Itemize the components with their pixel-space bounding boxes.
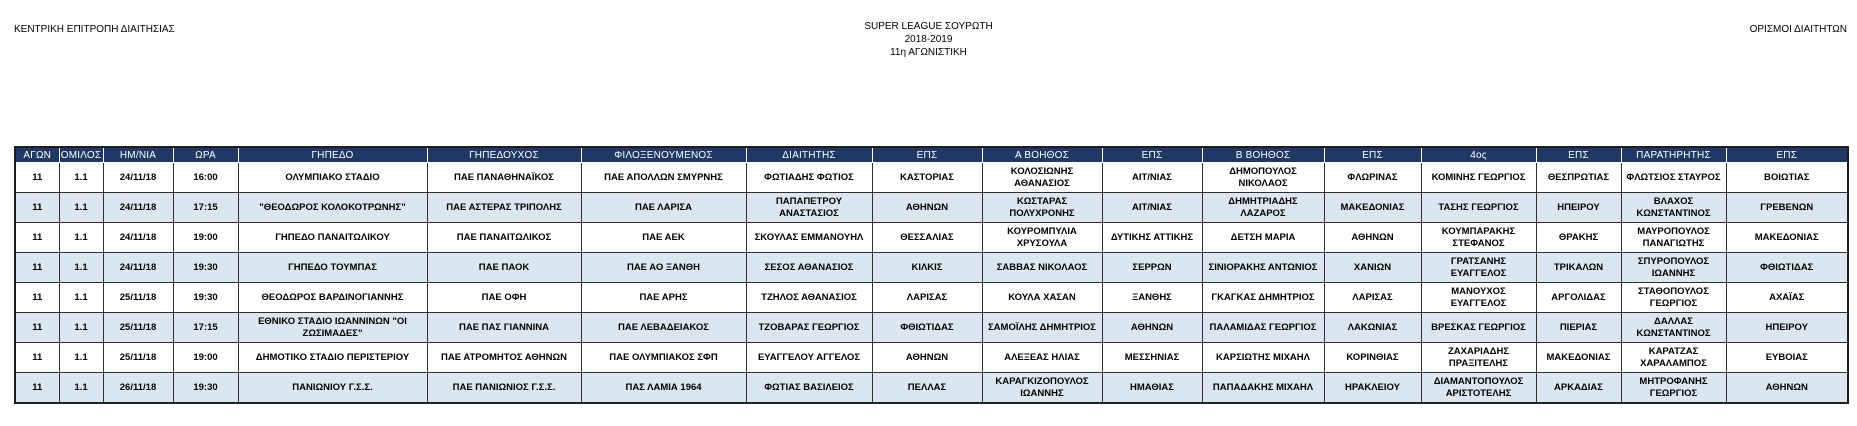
table-cell: 19:30 — [173, 253, 238, 283]
committee-name: ΚΕΝΤΡΙΚΗ ΕΠΙΤΡΟΠΗ ΔΙΑΙΤΗΣΙΑΣ — [14, 24, 175, 35]
table-cell: ΠΙΕΡΙΑΣ — [1536, 313, 1621, 343]
table-cell: ΚΑΣΤΟΡΙΑΣ — [872, 163, 982, 193]
column-header: ΟΜΙΛΟΣ — [59, 147, 103, 163]
table-cell: 1.1 — [59, 193, 103, 223]
table-row — [15, 253, 1848, 283]
table-cell: ΑΘΗΝΩΝ — [1726, 373, 1848, 404]
table-cell: ΠΑΠΑΔΑΚΗΣ ΜΙΧΑΗΛ — [1202, 373, 1324, 404]
table-cell: ΗΠΕΙΡΟΥ — [1536, 193, 1621, 223]
table-cell: 24/11/18 — [103, 193, 173, 223]
column-header: ΕΠΣ — [1324, 147, 1421, 163]
table-cell: ΚΟΛΟΣΙΩΝΗΣ ΑΘΑΝΑΣΙΟΣ — [982, 163, 1102, 193]
table-cell: ΗΡΑΚΛΕΙΟΥ — [1324, 373, 1421, 404]
table-cell: ΗΜΑΘΙΑΣ — [1102, 373, 1202, 404]
table-cell: ΚΑΡΣΙΩΤΗΣ ΜΙΧΑΗΛ — [1202, 343, 1324, 373]
table-cell: ΓΡΕΒΕΝΩΝ — [1726, 193, 1848, 223]
table-cell: ΣΕΡΡΩΝ — [1102, 253, 1202, 283]
table-cell: ΓΗΠΕΔΟ ΠΑΝΑΙΤΩΛΙΚΟΥ — [238, 223, 427, 253]
table-cell: ΣΑΜΟΪΛΗΣ ΔΗΜΗΤΡΙΟΣ — [982, 313, 1102, 343]
table-cell: ΦΛΩΡΙΝΑΣ — [1324, 163, 1421, 193]
table-cell: ΦΩΤΙΑΣ ΒΑΣΙΛΕΙΟΣ — [746, 373, 872, 404]
table-cell: ΘΕΣΣΑΛΙΑΣ — [872, 223, 982, 253]
table-cell: ΕΥΑΓΓΕΛΟΥ ΑΓΓΕΛΟΣ — [746, 343, 872, 373]
column-header: ΕΠΣ — [1726, 147, 1848, 163]
table-cell: ΠΑΕ ΑΟ ΞΑΝΘΗ — [581, 253, 746, 283]
league-title-block — [0, 20, 1857, 59]
table-cell: ΠΑΣ ΛΑΜΙΑ 1964 — [581, 373, 746, 404]
table-cell: ΜΑΥΡΟΠΟΥΛΟΣ ΠΑΝΑΓΙΩΤΗΣ — [1621, 223, 1726, 253]
table-cell: ΤΡΙΚΑΛΩΝ — [1536, 253, 1621, 283]
table-cell: 1.1 — [59, 253, 103, 283]
table-cell: ΣΤΑΘΟΠΟΥΛΟΣ ΓΕΩΡΓΙΟΣ — [1621, 283, 1726, 313]
table-cell: ΠΕΛΛΑΣ — [872, 373, 982, 404]
table-cell: ΧΑΝΙΩΝ — [1324, 253, 1421, 283]
table-cell: 1.1 — [59, 343, 103, 373]
table-cell: ΠΑΕ ΑΣΤΕΡΑΣ ΤΡΙΠΟΛΗΣ — [427, 193, 581, 223]
table-cell: ΤΖΗΛΟΣ ΑΘΑΝΑΣΙΟΣ — [746, 283, 872, 313]
table-cell: 11 — [15, 223, 59, 253]
matchday: 11η ΑΓΩΝΙΣΤΙΚΗ — [890, 47, 967, 58]
table-cell: ΛΑΡΙΣΑΣ — [1324, 283, 1421, 313]
table-cell: ΠΑΕ ΠΑΣ ΓΙΑΝΝΙΝΑ — [427, 313, 581, 343]
table-cell: ΛΑΡΙΣΑΣ — [872, 283, 982, 313]
table-cell: ΔΥΤΙΚΗΣ ΑΤΤΙΚΗΣ — [1102, 223, 1202, 253]
table-header-row — [15, 147, 1848, 163]
table-cell: ΑΛΕΞΕΑΣ ΗΛΙΑΣ — [982, 343, 1102, 373]
table-cell: ΔΑΛΛΑΣ ΚΩΝΣΤΑΝΤΙΝΟΣ — [1621, 313, 1726, 343]
table-cell: ΕΥΒΟΙΑΣ — [1726, 343, 1848, 373]
table-cell: ΖΑΧΑΡΙΑΔΗΣ ΠΡΑΞΙΤΕΛΗΣ — [1421, 343, 1536, 373]
table-cell: ΠΑΕ ΠΑΝΑΙΤΩΛΙΚΟΣ — [427, 223, 581, 253]
table-cell: ΞΑΝΘΗΣ — [1102, 283, 1202, 313]
table-cell: 11 — [15, 283, 59, 313]
table-cell: ΚΟΥΜΠΑΡΑΚΗΣ ΣΤΕΦΑΝΟΣ — [1421, 223, 1536, 253]
table-cell: ΠΑΕ ΑΤΡΟΜΗΤΟΣ ΑΘΗΝΩΝ — [427, 343, 581, 373]
table-cell: 11 — [15, 373, 59, 404]
table-cell: ΠΑΕ ΛΕΒΑΔΕΙΑΚΟΣ — [581, 313, 746, 343]
table-cell: ΜΗΤΡΟΦΑΝΗΣ ΓΕΩΡΓΙΟΣ — [1621, 373, 1726, 404]
table-cell: 1.1 — [59, 163, 103, 193]
table-cell: ΗΠΕΙΡΟΥ — [1726, 313, 1848, 343]
table-cell: ΑΡΚΑΔΙΑΣ — [1536, 373, 1621, 404]
table-cell: ΠΑΕ ΑΡΗΣ — [581, 283, 746, 313]
table-cell: ΜΕΣΣΗΝΙΑΣ — [1102, 343, 1202, 373]
document-type: ΟΡΙΣΜΟΙ ΔΙΑΙΤΗΤΩΝ — [1749, 24, 1847, 35]
table-cell: ΠΑΕ ΛΑΡΙΣΑ — [581, 193, 746, 223]
table-cell: ΔΙΑΜΑΝΤΟΠΟΥΛΟΣ ΑΡΙΣΤΟΤΕΛΗΣ — [1421, 373, 1536, 404]
table-cell: ΦΛΩΤΣΙΟΣ ΣΤΑΥΡΟΣ — [1621, 163, 1726, 193]
table-cell: ΠΑΕ ΑΕΚ — [581, 223, 746, 253]
table-cell: ΒΟΙΩΤΙΑΣ — [1726, 163, 1848, 193]
table-cell: ΠΑΛΑΜΙΔΑΣ ΓΕΩΡΓΙΟΣ — [1202, 313, 1324, 343]
table-cell: ΑΧΑΪΑΣ — [1726, 283, 1848, 313]
table-cell: ΑΘΗΝΩΝ — [1324, 223, 1421, 253]
table-row — [15, 283, 1848, 313]
table-cell: 17:15 — [173, 313, 238, 343]
table-cell: ΠΑΕ ΟΛΥΜΠΙΑΚΟΣ ΣΦΠ — [581, 343, 746, 373]
table-cell: 24/11/18 — [103, 163, 173, 193]
table-cell: 24/11/18 — [103, 253, 173, 283]
column-header: ΕΠΣ — [1536, 147, 1621, 163]
column-header: ΓΗΠΕΔΟ — [238, 147, 427, 163]
column-header: ΩΡΑ — [173, 147, 238, 163]
table-cell: ΠΑΕ ΠΑΟΚ — [427, 253, 581, 283]
table-cell: ΚΑΡΑΤΖΑΣ ΧΑΡΑΛΑΜΠΟΣ — [1621, 343, 1726, 373]
table-cell: ΟΛΥΜΠΙΑΚΟ ΣΤΑΔΙΟ — [238, 163, 427, 193]
league-title: SUPER LEAGUE ΣΟΥΡΩΤΗ — [864, 21, 993, 32]
table-cell: 25/11/18 — [103, 313, 173, 343]
table-cell: 11 — [15, 343, 59, 373]
table-cell: ΔΗΜΗΤΡΙΑΔΗΣ ΛΑΖΑΡΟΣ — [1202, 193, 1324, 223]
table-cell: 11 — [15, 163, 59, 193]
table-cell: ΓΗΠΕΔΟ ΤΟΥΜΠΑΣ — [238, 253, 427, 283]
season: 2018-2019 — [904, 34, 953, 45]
table-cell: ΛΑΚΩΝΙΑΣ — [1324, 313, 1421, 343]
table-cell: ΠΑΕ ΟΦΗ — [427, 283, 581, 313]
table-cell: 11 — [15, 313, 59, 343]
table-cell: ΠΑΕ ΑΠΟΛΛΩΝ ΣΜΥΡΝΗΣ — [581, 163, 746, 193]
table-cell: 25/11/18 — [103, 343, 173, 373]
table-cell: 19:00 — [173, 223, 238, 253]
column-header: ΓΗΠΕΔΟΥΧΟΣ — [427, 147, 581, 163]
table-cell: ΣΕΣΟΣ ΑΘΑΝΑΣΙΟΣ — [746, 253, 872, 283]
table-row — [15, 163, 1848, 193]
table-cell: 26/11/18 — [103, 373, 173, 404]
table-cell: ΚΑΡΑΓΚΙΖΟΠΟΥΛΟΣ ΙΩΑΝΝΗΣ — [982, 373, 1102, 404]
table-cell: ΘΡΑΚΗΣ — [1536, 223, 1621, 253]
table-cell: ΦΘΙΩΤΙΔΑΣ — [872, 313, 982, 343]
table-cell: 25/11/18 — [103, 283, 173, 313]
table-cell: ΑΘΗΝΩΝ — [872, 193, 982, 223]
table-cell: ΜΑΝΟΥΧΟΣ ΕΥΑΓΓΕΛΟΣ — [1421, 283, 1536, 313]
table-cell: ΦΘΙΩΤΙΔΑΣ — [1726, 253, 1848, 283]
table-cell: ΣΙΝΙΟΡΑΚΗΣ ΑΝΤΩΝΙΟΣ — [1202, 253, 1324, 283]
table-cell: 1.1 — [59, 223, 103, 253]
table-row — [15, 373, 1848, 404]
table-cell: 19:30 — [173, 283, 238, 313]
table-cell: 19:30 — [173, 373, 238, 404]
table-cell: 19:00 — [173, 343, 238, 373]
table-cell: ΓΡΑΤΣΑΝΗΣ ΕΥΑΓΓΕΛΟΣ — [1421, 253, 1536, 283]
table-cell: ΚΟΜΙΝΗΣ ΓΕΩΡΓΙΟΣ — [1421, 163, 1536, 193]
table-cell: 1.1 — [59, 283, 103, 313]
table-cell: ΣΚΟΥΛΑΣ ΕΜΜΑΝΟΥΗΛ — [746, 223, 872, 253]
table-cell: ΑΙΤ/ΝΙΑΣ — [1102, 193, 1202, 223]
table-cell: ΕΘΝΙΚΟ ΣΤΑΔΙΟ ΙΩΑΝΝΙΝΩΝ "ΟΙ ΖΩΣΙΜΑΔΕΣ" — [238, 313, 427, 343]
table-cell: ΣΠΥΡΟΠΟΥΛΟΣ ΙΩΑΝΝΗΣ — [1621, 253, 1726, 283]
table-row — [15, 313, 1848, 343]
table-cell: ΜΑΚΕΔΟΝΙΑΣ — [1324, 193, 1421, 223]
table-cell: ΑΘΗΝΩΝ — [1102, 313, 1202, 343]
column-header: 4ος — [1421, 147, 1536, 163]
column-header: Β ΒΟΗΘΟΣ — [1202, 147, 1324, 163]
table-cell: ΔΗΜΟΠΟΥΛΟΣ ΝΙΚΟΛΑΟΣ — [1202, 163, 1324, 193]
table-cell: ΘΕΣΠΡΩΤΙΑΣ — [1536, 163, 1621, 193]
table-cell: 17:15 — [173, 193, 238, 223]
column-header: ΕΠΣ — [872, 147, 982, 163]
table-cell: ΑΙΤ/ΝΙΑΣ — [1102, 163, 1202, 193]
column-header: ΕΠΣ — [1102, 147, 1202, 163]
table-cell: ΒΛΑΧΟΣ ΚΩΝΣΤΑΝΤΙΝΟΣ — [1621, 193, 1726, 223]
table-cell: ΚΟΥΡΟΜΠΥΛΙΑ ΧΡΥΣΟΥΛΑ — [982, 223, 1102, 253]
table-cell: 16:00 — [173, 163, 238, 193]
table-cell: ΚΩΣΤΑΡΑΣ ΠΟΛΥΧΡΟΝΗΣ — [982, 193, 1102, 223]
table-cell: ΓΚΑΓΚΑΣ ΔΗΜΗΤΡΙΟΣ — [1202, 283, 1324, 313]
column-header: ΗΜ/ΝΙΑ — [103, 147, 173, 163]
table-cell: ΤΖΟΒΑΡΑΣ ΓΕΩΡΓΙΟΣ — [746, 313, 872, 343]
table-cell: ΚΙΛΚΙΣ — [872, 253, 982, 283]
table-cell: 24/11/18 — [103, 223, 173, 253]
table-cell: 1.1 — [59, 373, 103, 404]
referee-assignments-table — [14, 146, 1849, 404]
table-cell: ΦΩΤΙΑΔΗΣ ΦΩΤΙΟΣ — [746, 163, 872, 193]
table-cell: ΜΑΚΕΔΟΝΙΑΣ — [1536, 343, 1621, 373]
table-cell: ΠΑΕ ΠΑΝΑΘΗΝΑΪΚΟΣ — [427, 163, 581, 193]
table-cell: ΚΟΥΛΑ ΧΑΣΑΝ — [982, 283, 1102, 313]
table-row — [15, 343, 1848, 373]
table-cell: ΠΑΠΑΠΕΤΡΟΥ ΑΝΑΣΤΑΣΙΟΣ — [746, 193, 872, 223]
table-row — [15, 193, 1848, 223]
column-header: ΔΙΑΙΤΗΤΗΣ — [746, 147, 872, 163]
table-cell: ΒΡΕΣΚΑΣ ΓΕΩΡΓΙΟΣ — [1421, 313, 1536, 343]
table-cell: ΠΑΝΙΩΝΙΟΥ Γ.Σ.Σ. — [238, 373, 427, 404]
table-cell: 11 — [15, 253, 59, 283]
table-cell: "ΘΕΟΔΩΡΟΣ ΚΟΛΟΚΟΤΡΩΝΗΣ" — [238, 193, 427, 223]
table-row — [15, 223, 1848, 253]
table-cell: ΔΗΜΟΤΙΚΟ ΣΤΑΔΙΟ ΠΕΡΙΣΤΕΡΙΟΥ — [238, 343, 427, 373]
table-cell: ΤΑΣΗΣ ΓΕΩΡΓΙΟΣ — [1421, 193, 1536, 223]
table-cell: ΑΘΗΝΩΝ — [872, 343, 982, 373]
table-cell: ΜΑΚΕΔΟΝΙΑΣ — [1726, 223, 1848, 253]
table-cell: ΚΟΡΙΝΘΙΑΣ — [1324, 343, 1421, 373]
column-header: ΑΓΩΝ — [15, 147, 59, 163]
table-cell: 11 — [15, 193, 59, 223]
table-cell: ΣΑΒΒΑΣ ΝΙΚΟΛΑΟΣ — [982, 253, 1102, 283]
table-cell: ΘΕΟΔΩΡΟΣ ΒΑΡΔΙΝΟΓΙΑΝΝΗΣ — [238, 283, 427, 313]
table-cell: ΑΡΓΟΛΙΔΑΣ — [1536, 283, 1621, 313]
table-cell: ΔΕΤΣΗ ΜΑΡΙΑ — [1202, 223, 1324, 253]
column-header: ΦΙΛΟΞΕΝΟΥΜΕΝΟΣ — [581, 147, 746, 163]
table-cell: 1.1 — [59, 313, 103, 343]
column-header: ΠΑΡΑΤΗΡΗΤΗΣ — [1621, 147, 1726, 163]
column-header: Α ΒΟΗΘΟΣ — [982, 147, 1102, 163]
table-cell: ΠΑΕ ΠΑΝΙΩΝΙΟΣ Γ.Σ.Σ. — [427, 373, 581, 404]
